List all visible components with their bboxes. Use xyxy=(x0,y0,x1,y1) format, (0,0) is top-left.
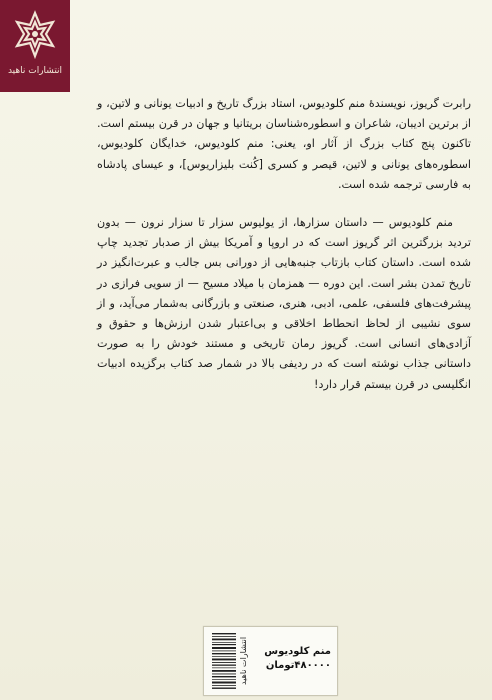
price-info xyxy=(251,645,331,673)
sticker-stamp-text: انتشارات ناهید xyxy=(239,636,248,686)
barcode xyxy=(210,631,238,691)
price-sticker xyxy=(203,626,338,696)
star-emblem-icon xyxy=(12,10,58,60)
barcode-icon xyxy=(210,631,238,691)
book-description xyxy=(97,94,471,395)
publisher-logo-label: انتشارات ناهید xyxy=(7,66,63,76)
publisher-logo xyxy=(0,0,70,92)
sticker-price: ۴۸۰۰۰۰تومان xyxy=(265,660,331,671)
description-paragraph-2: منم کلودیوس — داستان سزارها، از یولیوس سزار تا سزار نرون — بدون تردید بزرگترین اثر گریوز است که در اروپا و آمریکا بیش از صدبار تجدید چاپ شده است. داستان کتاب بازتاب جنبه‌هایی از دورانی بس جالب و عبرت‌انگیز در تاریخ تمدن بشر است. این دوره — همزمان با میلاد مسیح — از سویی فرازی در پیشرفت‌های فلسفی، علمی، ادبی، هنری، صنعتی و بازرگانی به‌شمار می‌آید، و از سوی نشیبی از لحاظ انحطاط اخلاقی و بی‌اعتبار شدن ارزش‌ها و حقوق و آزادی‌های انسانی است. گریوز رمان تاریخی و مستند خودش را به صورت داستانی جذاب نوشته است که در ردیفی بالا در شمار صد کتاب برگزیده ادبیات انگلیسی در قرن بیستم قرار دارد! xyxy=(97,216,471,391)
description-paragraph-1: رابرت گریوز، نویسندۀ منم کلودیوس، استاد بزرگ تاریخ و ادبیات یونانی و لاتین، و از برترین ادیبان، شاعران و اسطوره‌شناسان بریتانیا و جهان در قرن بیستم است. تاکنون پنج کتاب بزرگ از آثار او، یعنی: منم کلودیوس، خدایگان کلودیوس، اسطوره‌های یونانی و لاتین، قیصر و کسری [کُنت بلیزاریوس]، و عیسای پادشاه به فارسی ترجمه شده است. xyxy=(97,97,471,191)
sticker-book-title: منم کلودیوس xyxy=(264,646,331,657)
